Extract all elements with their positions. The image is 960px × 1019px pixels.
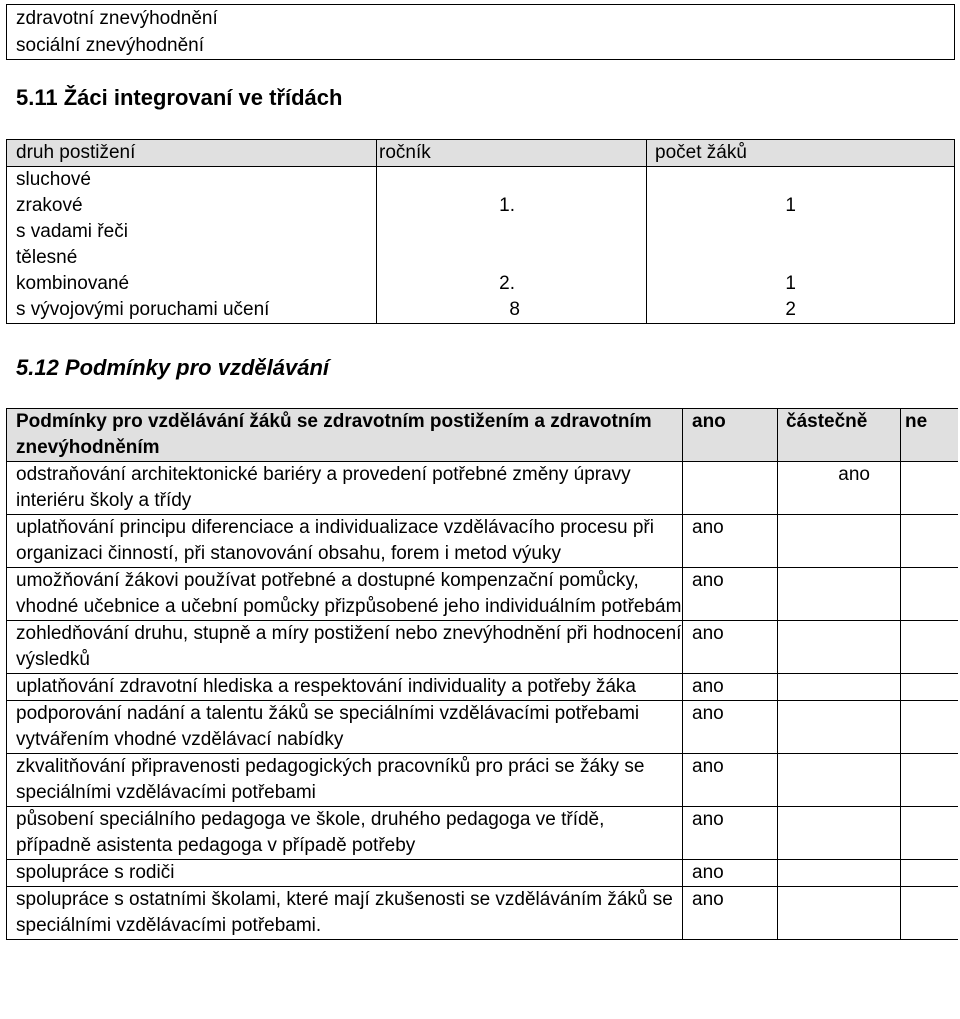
header-cell: ano [683,409,778,462]
integrated-pupils-table [6,139,955,324]
table-cell [778,807,901,860]
table-row [7,297,955,324]
table-cell: spolupráce s ostatními školami, které mají zkušenosti se vzděláváním žáků se speciálními vzdělávacími potřebami. [7,887,683,940]
table-cell [901,674,959,701]
table-cell: ano [683,515,778,568]
education-conditions-table [6,408,958,940]
table-cell: ano [683,887,778,940]
table-cell [377,219,647,245]
table-cell: ano [683,621,778,674]
table-cell: 1 [647,271,955,297]
table-row [7,462,959,515]
table-cell [901,754,959,807]
table-cell [901,462,959,515]
table-row [7,219,955,245]
table-cell: tělesné [7,245,377,271]
table-cell: umožňování žákovi používat potřebné a dostupné kompenzační pomůcky, vhodné učebnice a učební pomůcky přizpůsobené jeho individuálním potřebám [7,568,683,621]
header-cell: částečně [778,409,901,462]
table-cell: s vývojovými poruchami učení [7,297,377,324]
table-cell: podporování nadání a talentu žáků se speciálními vzdělávacími potřebami vytvářením vhodné vzdělávací nabídky [7,701,683,754]
table-cell: zrakové [7,193,377,219]
table-row [7,754,959,807]
table-cell: ano [683,674,778,701]
table-cell [778,568,901,621]
table-cell: zkvalitňování připravenosti pedagogických pracovníků pro práci se žáky se speciálními vzdělávacími potřebami [7,754,683,807]
table-row [7,245,955,271]
table-cell: ano [683,754,778,807]
table-cell: 2. [377,271,647,297]
table-cell: 2 [647,297,955,324]
table-cell [647,167,955,194]
table-cell [647,219,955,245]
header-cell: druh postižení [7,140,377,167]
fragment-cell [7,5,955,60]
table-row [7,621,959,674]
table-row [7,167,955,194]
table-cell: 1. [377,193,647,219]
table-cell [778,887,901,940]
table-row [7,5,955,60]
section-heading-511: 5.11 Žáci integrovaní ve třídách [16,85,343,110]
table-cell: 1 [647,193,955,219]
table-cell [377,167,647,194]
table-cell [778,515,901,568]
table-row [7,568,959,621]
header-cell: ročník [377,140,647,167]
table-cell: odstraňování architektonické bariéry a provedení potřebné změny úpravy interiéru školy a třídy [7,462,683,515]
table-row [7,860,959,887]
table-row [7,271,955,297]
header-cell: ne [901,409,959,462]
table-cell [901,887,959,940]
table-cell [778,621,901,674]
table-row [7,515,959,568]
table-cell: ano [683,860,778,887]
fragment-line: zdravotní znevýhodnění [16,8,218,29]
table-row [7,807,959,860]
fragment-line: sociální znevýhodnění [16,35,205,56]
table-cell [778,674,901,701]
table-cell [778,754,901,807]
table-row [7,674,959,701]
section-heading-512: 5.12 Podmínky pro vzdělávání [16,355,330,380]
table-row [7,887,959,940]
table-cell: sluchové [7,167,377,194]
table-row [7,193,955,219]
table-cell [647,245,955,271]
table-cell: uplatňování principu diferenciace a individualizace vzdělávacího procesu při organizaci činností, při stanovování obsahu, forem i metod výuky [7,515,683,568]
table-cell [683,462,778,515]
table-cell: spolupráce s rodiči [7,860,683,887]
header-cell: Podmínky pro vzdělávání žáků se zdravotním postižením a zdravotním znevýhodněním [7,409,683,462]
table-header-row [7,409,959,462]
table-cell [377,245,647,271]
table-cell [901,621,959,674]
table-cell [901,515,959,568]
table-cell [901,807,959,860]
table-cell: ano [683,568,778,621]
table-cell: ano [683,807,778,860]
table-cell [778,701,901,754]
table-cell: uplatňování zdravotní hlediska a respektování individuality a potřeby žáka [7,674,683,701]
table-cell: zohledňování druhu, stupně a míry postižení nebo znevýhodnění při hodnocení výsledků [7,621,683,674]
table-cell: kombinované [7,271,377,297]
table-cell [778,860,901,887]
table-cell [901,860,959,887]
table-cell: působení speciálního pedagoga ve škole, druhého pedagoga ve třídě, případně asistenta pedagoga v případě potřeby [7,807,683,860]
table-cell: ano [683,701,778,754]
table-cell: s vadami řeči [7,219,377,245]
table-cell: 8 [377,297,647,324]
table-row [7,701,959,754]
table-cell: ano [778,462,901,515]
table-cell [901,701,959,754]
top-fragment-table [6,4,955,60]
table-cell [901,568,959,621]
header-cell: počet žáků [647,140,955,167]
table-header-row [7,140,955,167]
